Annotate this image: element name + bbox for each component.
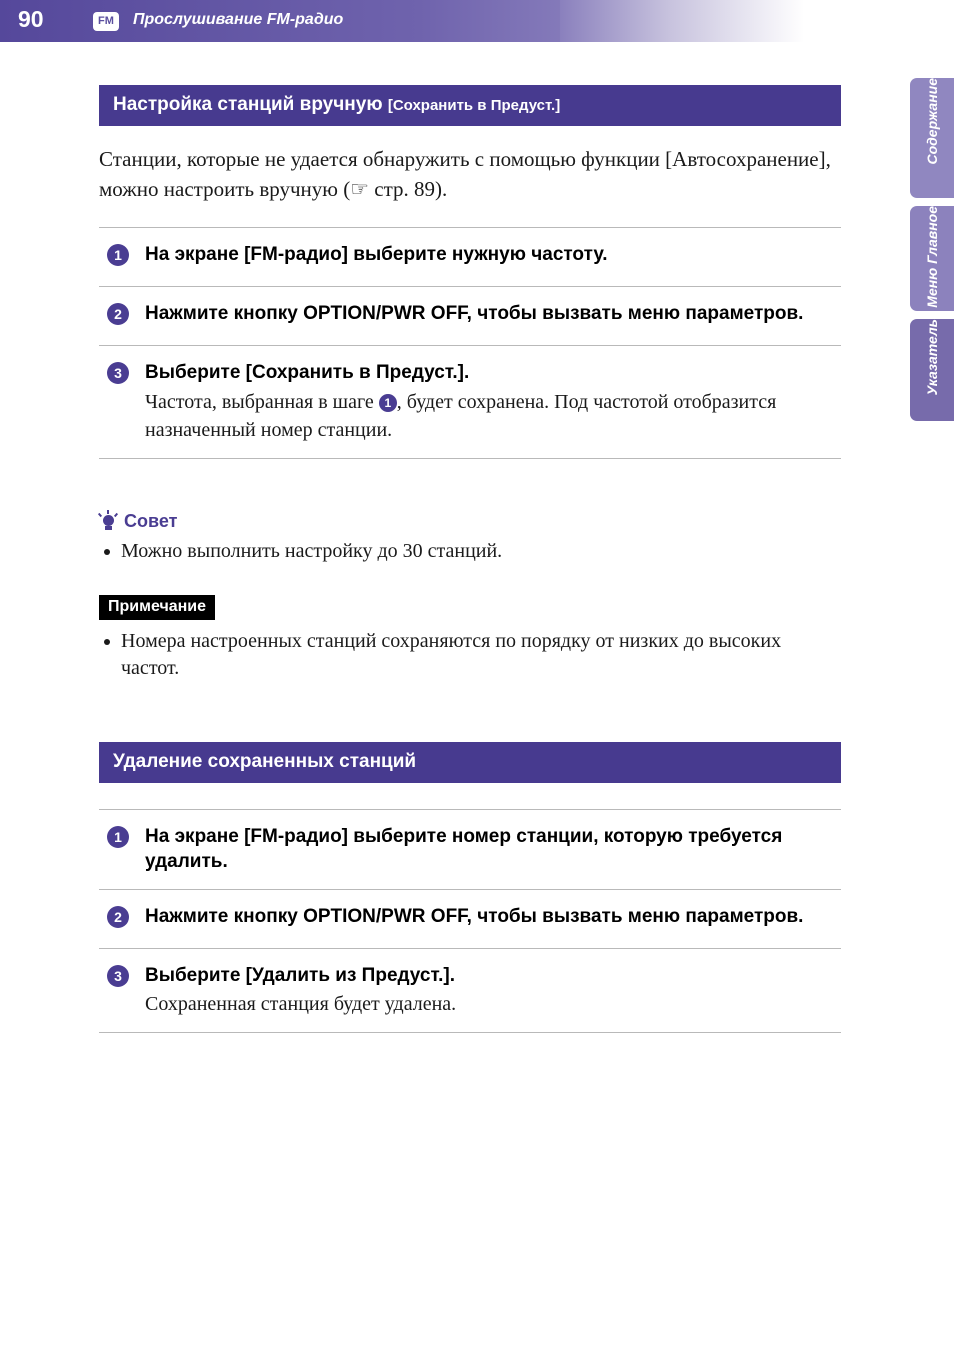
section-heading-text: Удаление сохраненных станций <box>113 750 417 772</box>
side-tab-main-menu-label: Меню Главное <box>924 206 940 308</box>
step-body <box>145 360 841 444</box>
step-body <box>145 963 841 1019</box>
step-title: На экране [FM-радио] выберите номер станции, которую требуется удалить. <box>145 825 783 873</box>
side-tab-main-menu[interactable] <box>910 206 954 311</box>
step-description: Сохраненная станция будет удалена. <box>145 993 457 1016</box>
page-header <box>0 0 954 42</box>
step-list-delete-stations <box>99 809 841 1034</box>
fm-icon: FM <box>93 12 119 31</box>
tip-block <box>99 511 841 565</box>
side-tab-index[interactable] <box>910 319 954 421</box>
page-number: 90 <box>18 6 44 32</box>
step-number-badge: 1 <box>107 826 129 848</box>
side-tab-contents[interactable] <box>910 78 954 198</box>
step-item <box>99 345 841 459</box>
step-title: Выберите [Удалить из Предуст.]. <box>145 964 455 986</box>
page-content <box>99 85 841 1033</box>
step-description <box>145 388 841 444</box>
section-heading-text: Настройка станций вручную <box>113 94 383 115</box>
side-tab-index-label: Указатель <box>924 319 940 396</box>
step-number-badge: 2 <box>107 906 129 928</box>
step-title: Нажмите кнопку OPTION/PWR OFF, чтобы вызвать меню параметров. <box>145 905 804 927</box>
step-title: Нажмите кнопку OPTION/PWR OFF, чтобы вызвать меню параметров. <box>145 302 804 324</box>
section-intro-paragraph: Станции, которые не удается обнаружить с помощью функции [Автосохранение], можно настроить вручную (☞ стр. 89). <box>99 147 831 202</box>
step-number-badge: 2 <box>107 303 129 325</box>
section-heading-delete-stations <box>99 742 841 783</box>
step-number-badge: 1 <box>107 244 129 266</box>
note-list-item: Номера настроенных станций сохраняются по порядку от низких до высоких частот. <box>99 628 841 682</box>
step-item <box>99 809 841 889</box>
lightbulb-icon <box>99 511 117 531</box>
step-description-part-2: , будет сохранена. Под частотой отобразится назначенный номер станции. <box>145 390 777 441</box>
header-background-right <box>560 0 954 42</box>
step-number-badge: 3 <box>107 965 129 987</box>
step-body <box>145 301 841 327</box>
step-body <box>145 824 841 875</box>
tip-list-item: Можно выполнить настройку до 30 станций. <box>99 538 841 565</box>
step-number-badge: 3 <box>107 362 129 384</box>
step-item <box>99 286 841 345</box>
step-description-part-1: Частота, выбранная в шаге <box>145 390 374 413</box>
note-label: Примечание <box>99 595 215 620</box>
step-title: Выберите [Сохранить в Предуст.]. <box>145 361 470 383</box>
tip-label: Совет <box>124 510 178 531</box>
step-list-manual-tuning <box>99 227 841 459</box>
inline-step-number-badge: 1 <box>379 394 397 412</box>
tip-list <box>99 538 841 565</box>
section-heading-manual-tuning <box>99 85 841 126</box>
step-body <box>145 242 841 268</box>
side-tab-contents-label: Содержание <box>924 78 940 165</box>
step-item <box>99 948 841 1034</box>
note-list <box>99 628 841 682</box>
step-item <box>99 889 841 948</box>
section-heading-subtext: [Сохранить в Предуст.] <box>387 97 561 114</box>
step-item <box>99 227 841 286</box>
tip-heading <box>99 511 841 532</box>
note-block <box>99 595 841 682</box>
header-title: Прослушивание FM-радио <box>133 11 344 28</box>
step-body <box>145 904 841 930</box>
step-title: На экране [FM-радио] выберите нужную частоту. <box>145 243 608 265</box>
